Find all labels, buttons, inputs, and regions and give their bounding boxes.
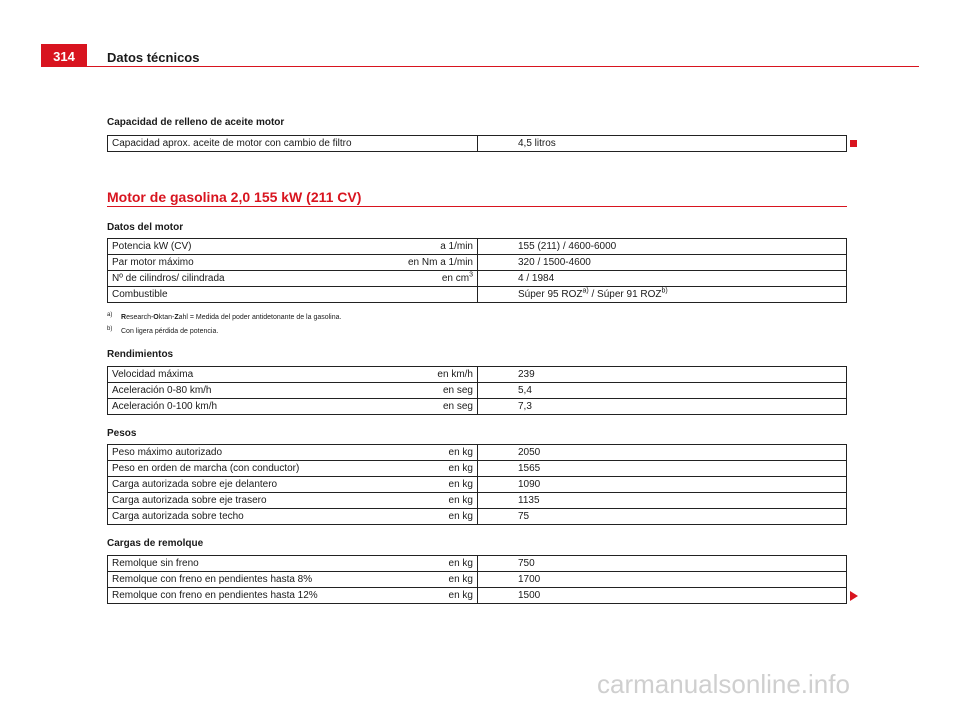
fuel-value-b: / Súper 91 ROZ	[588, 289, 662, 300]
table-row	[108, 588, 847, 604]
unit-text: en cm	[441, 273, 470, 284]
row-label: Carga autorizada sobre eje delantero	[108, 477, 378, 493]
footnote-text: esearch-	[126, 314, 154, 321]
row-label: Peso máximo autorizado	[108, 445, 378, 461]
row-unit: en seg	[378, 399, 478, 415]
unit-superscript: 3	[469, 271, 473, 279]
row-value: 239	[478, 367, 847, 383]
table-row	[108, 271, 847, 287]
trailer-table	[107, 555, 847, 604]
oil-table	[107, 135, 847, 152]
weights-title: Pesos	[107, 428, 137, 439]
row-value: 750	[478, 556, 847, 572]
row-unit: en seg	[378, 383, 478, 399]
table-row	[108, 461, 847, 477]
table-row	[108, 239, 847, 255]
table-row	[108, 477, 847, 493]
section-end-icon	[850, 140, 857, 147]
row-value: 320 / 1500-4600	[478, 255, 847, 271]
row-label: Capacidad aprox. aceite de motor con cambio de filtro	[108, 136, 478, 152]
footnote-initial: Z	[174, 314, 179, 321]
table-row	[108, 509, 847, 525]
table-row	[108, 255, 847, 271]
row-unit: a 1/min	[378, 239, 478, 255]
row-value: 155 (211) / 4600-6000	[478, 239, 847, 255]
footnote-ref-a: a)	[582, 287, 589, 295]
row-unit: en kg	[378, 509, 478, 525]
row-label: Remolque con freno en pendientes hasta 8%	[108, 572, 378, 588]
row-unit: en kg	[378, 477, 478, 493]
row-value: 7,3	[478, 399, 847, 415]
section-rule	[107, 206, 847, 207]
row-value: 4,5 litros	[478, 136, 847, 152]
table-row	[108, 399, 847, 415]
performance-title: Rendimientos	[107, 349, 174, 360]
row-label: Aceleración 0-80 km/h	[108, 383, 378, 399]
table-row	[108, 445, 847, 461]
row-value: 75	[478, 509, 847, 525]
row-unit	[378, 271, 478, 287]
row-label: Peso en orden de marcha (con conductor)	[108, 461, 378, 477]
row-value: 1135	[478, 493, 847, 509]
row-label: Remolque sin freno	[108, 556, 378, 572]
trailer-title: Cargas de remolque	[107, 538, 204, 549]
table-row	[108, 287, 847, 303]
row-unit: en km/h	[378, 367, 478, 383]
row-label: Par motor máximo	[108, 255, 378, 271]
row-value: 1500	[478, 588, 847, 604]
row-unit	[378, 287, 478, 303]
row-label: Nº de cilindros/ cilindrada	[108, 271, 378, 287]
footnote-initial: O	[153, 314, 159, 321]
row-value: 1565	[478, 461, 847, 477]
row-unit: en kg	[378, 588, 478, 604]
footnote-text: ktan-	[158, 314, 175, 321]
footnote-ref-b: b)	[661, 287, 668, 295]
row-unit: en kg	[378, 572, 478, 588]
footnote-text: Con ligera pérdida de potencia.	[121, 328, 219, 335]
footnote-mark: a)	[107, 312, 113, 318]
footnote-b	[107, 328, 218, 335]
weights-table	[107, 444, 847, 525]
row-label: Carga autorizada sobre eje trasero	[108, 493, 378, 509]
footnote-a	[107, 314, 341, 321]
row-value: 1090	[478, 477, 847, 493]
row-value: 4 / 1984	[478, 271, 847, 287]
engine-data-table	[107, 238, 847, 303]
table-row	[108, 367, 847, 383]
row-unit: en kg	[378, 445, 478, 461]
row-unit: en Nm a 1/min	[378, 255, 478, 271]
continue-arrow-icon	[850, 591, 858, 601]
fuel-value-a: Súper 95 ROZ	[518, 289, 583, 300]
watermark: carmanualsonline.info	[597, 669, 850, 699]
oil-block-title: Capacidad de relleno de aceite motor	[107, 117, 285, 128]
row-label: Remolque con freno en pendientes hasta 12%	[108, 588, 378, 604]
table-row	[108, 556, 847, 572]
row-label: Carga autorizada sobre techo	[108, 509, 378, 525]
table-row	[108, 136, 847, 152]
table-row	[108, 383, 847, 399]
table-row	[108, 572, 847, 588]
footnote-text: ahl = Medida del poder antidetonante de la gasolina.	[178, 314, 342, 321]
row-label: Aceleración 0-100 km/h	[108, 399, 378, 415]
row-label: Velocidad máxima	[108, 367, 378, 383]
page-title: Datos técnicos	[107, 50, 200, 65]
row-label: Combustible	[108, 287, 378, 303]
row-value: 1700	[478, 572, 847, 588]
row-value	[478, 287, 847, 303]
row-unit: en kg	[378, 556, 478, 572]
row-value: 5,4	[478, 383, 847, 399]
performance-table	[107, 366, 847, 415]
header-rule	[87, 66, 919, 67]
engine-data-title: Datos del motor	[107, 222, 184, 233]
footnote-initial: R	[121, 314, 127, 321]
footnote-mark: b)	[107, 326, 113, 332]
row-label: Potencia kW (CV)	[108, 239, 378, 255]
section-heading: Motor de gasolina 2,0 155 kW (211 CV)	[107, 189, 362, 205]
table-row	[108, 493, 847, 509]
row-unit: en kg	[378, 461, 478, 477]
page-number: 314	[41, 44, 87, 67]
row-value: 2050	[478, 445, 847, 461]
row-unit: en kg	[378, 493, 478, 509]
